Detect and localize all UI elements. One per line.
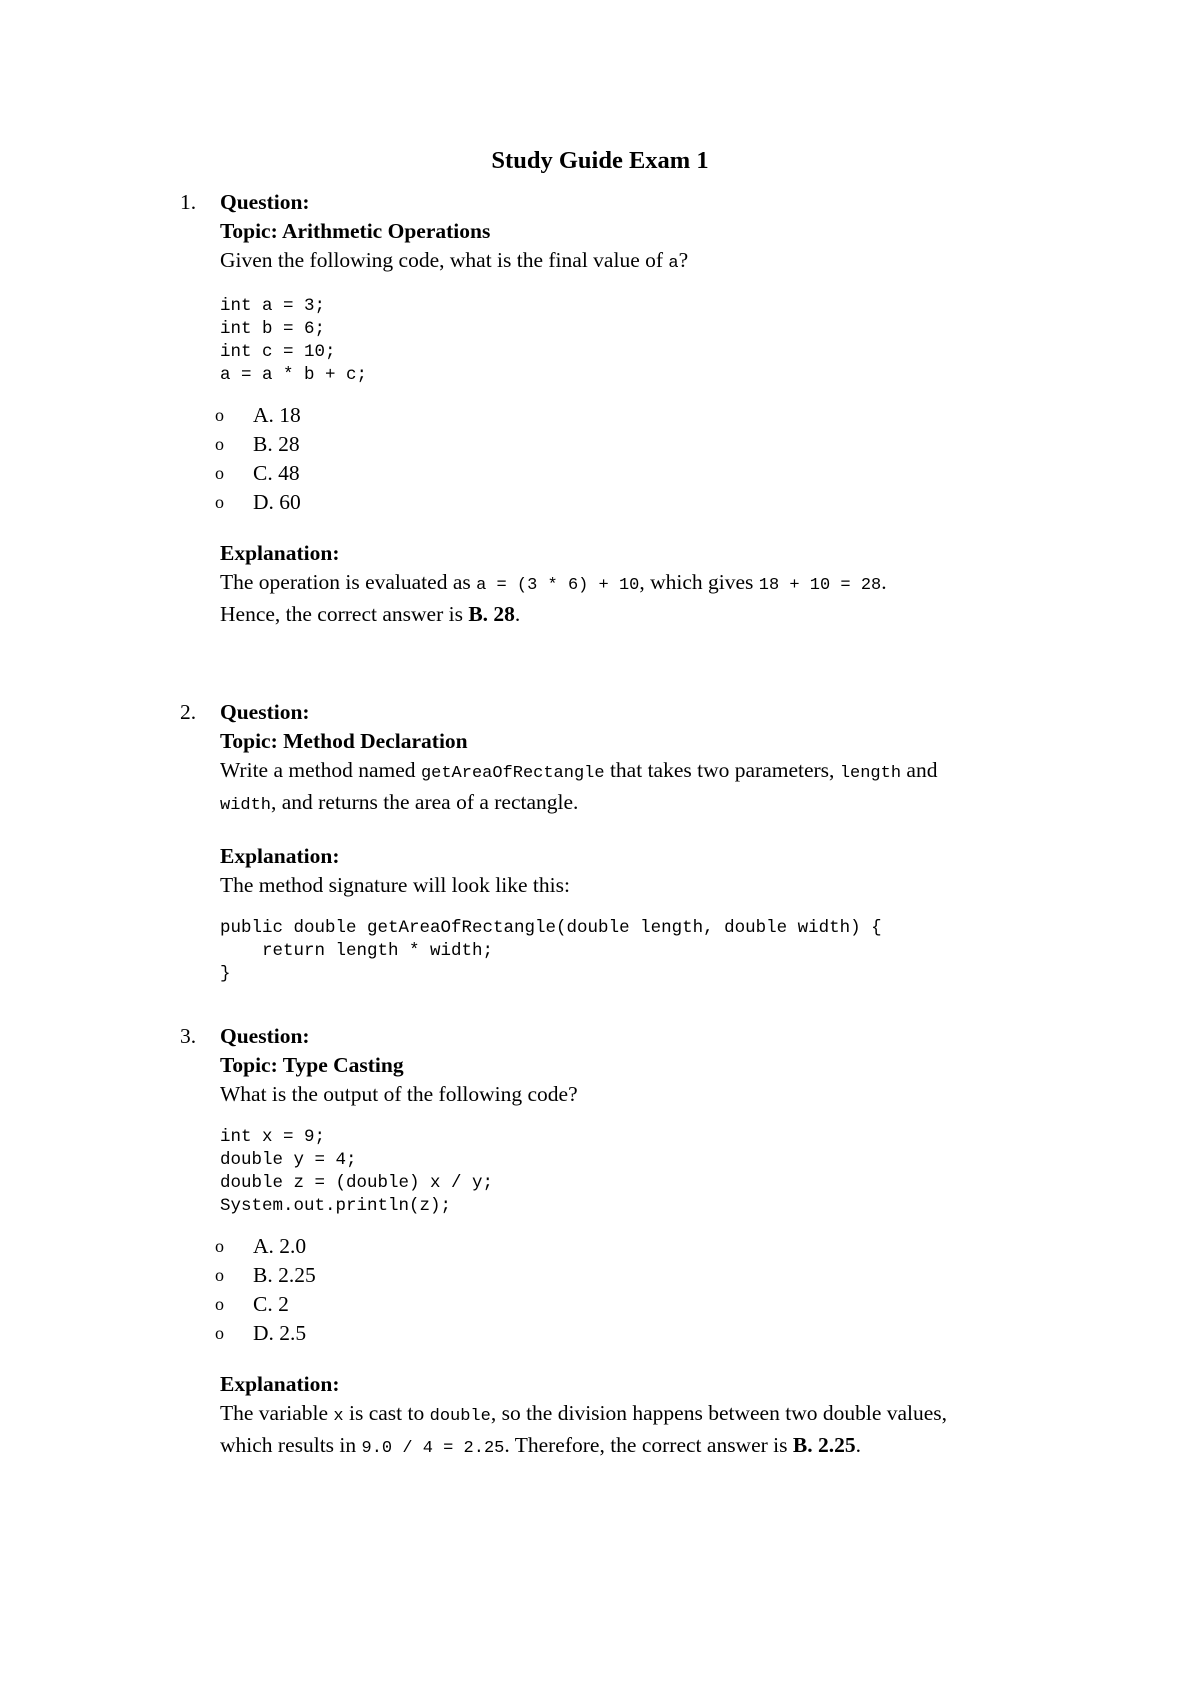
explanation-label: Explanation: [220, 541, 340, 565]
code-block [220, 1126, 1060, 1218]
option-item: o C. 48 [180, 459, 1060, 488]
option-item: o D. 60 [180, 488, 1060, 517]
bullet-icon: o [215, 1236, 224, 1256]
bullet-icon: o [215, 405, 224, 425]
question-3 [180, 1022, 1060, 1463]
option-item: o B. 2.25 [180, 1261, 1060, 1290]
option-item: o A. 2.0 [180, 1232, 1060, 1261]
options-list [180, 1232, 1060, 1348]
code-block [220, 917, 1060, 986]
question-prompt: Given the following code, what is the final value of a? [220, 248, 689, 273]
option-item: o D. 2.5 [180, 1319, 1060, 1348]
page-title: Study Guide Exam 1 [491, 147, 709, 174]
code-line: int b = 6; [220, 319, 326, 339]
question-label: Question: [220, 1024, 310, 1048]
question-number: 3. [180, 1024, 197, 1048]
question-prompt: What is the output of the following code? [220, 1082, 578, 1106]
question-number: 1. [180, 190, 197, 214]
code-line: double z = (double) x / y; [220, 1173, 494, 1193]
code-line: int x = 9; [220, 1127, 326, 1147]
code-line: public double getAreaOfRectangle(double length, double width) { [220, 918, 882, 938]
option-item: o A. 18 [180, 401, 1060, 430]
bullet-icon: o [215, 434, 224, 454]
explanation-text: The operation is evaluated as a = (3 * 6) + 10, which gives 18 + 10 = 28. [220, 570, 887, 595]
question-2 [180, 698, 1060, 986]
question-topic: Topic: Arithmetic Operations [220, 219, 491, 243]
bullet-icon: o [215, 1323, 224, 1343]
explanation-answer: Hence, the correct answer is B. 28. [220, 602, 521, 626]
explanation-text: The variable x is cast to double, so the division happens between two double values, [220, 1401, 948, 1426]
option-item: o C. 2 [180, 1290, 1060, 1319]
code-line: int c = 10; [220, 342, 336, 362]
code-line: a = a * b + c; [220, 365, 368, 385]
bullet-icon: o [215, 463, 224, 483]
question-topic: Topic: Type Casting [220, 1053, 404, 1077]
explanation-text: The method signature will look like this: [220, 873, 570, 897]
question-label: Question: [220, 190, 310, 214]
question-number: 2. [180, 700, 197, 724]
bullet-icon: o [215, 492, 224, 512]
code-line: } [220, 964, 231, 984]
question-prompt: Write a method named getAreaOfRectangle that takes two parameters, length and [220, 758, 938, 783]
bullet-icon: o [215, 1294, 224, 1314]
code-line: int a = 3; [220, 296, 326, 316]
option-item: o B. 28 [180, 430, 1060, 459]
bullet-icon: o [215, 1265, 224, 1285]
code-line: System.out.println(z); [220, 1196, 452, 1216]
code-block [220, 295, 1060, 387]
question-1 [180, 188, 1060, 629]
explanation-label: Explanation: [220, 1372, 340, 1396]
code-line: return length * width; [220, 941, 494, 961]
code-line: double y = 4; [220, 1150, 357, 1170]
options-list [180, 401, 1060, 517]
question-prompt-continued: width, and returns the area of a rectangle. [220, 790, 579, 815]
explanation-answer: which results in 9.0 / 4 = 2.25. Therefore, the correct answer is B. 2.25. [220, 1433, 861, 1458]
question-topic: Topic: Method Declaration [220, 729, 468, 753]
explanation-label: Explanation: [220, 844, 340, 868]
question-label: Question: [220, 700, 310, 724]
